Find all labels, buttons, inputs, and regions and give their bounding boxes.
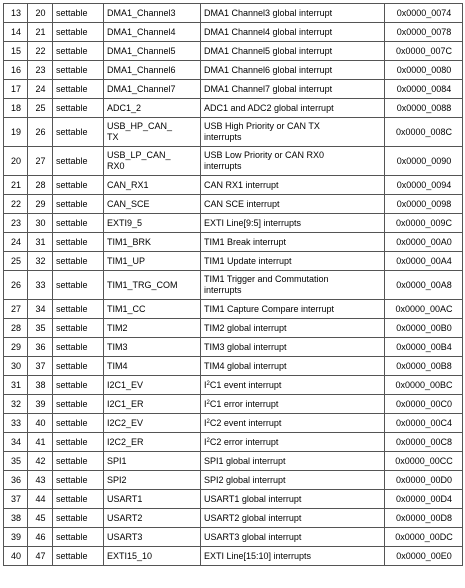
priority-cell: 38 bbox=[28, 376, 53, 395]
address-cell: 0x0000_00DC bbox=[385, 528, 463, 547]
acronym-cell: DMA1_Channel4 bbox=[104, 23, 201, 42]
table-row bbox=[4, 195, 463, 214]
description-cell bbox=[201, 414, 385, 433]
acronym-cell: SPI1 bbox=[104, 452, 201, 471]
table-row bbox=[4, 509, 463, 528]
description-superscript: 2 bbox=[206, 380, 210, 387]
priority-cell: 37 bbox=[28, 357, 53, 376]
acronym-cell: DMA1_Channel5 bbox=[104, 42, 201, 61]
acronym-cell: DMA1_Channel6 bbox=[104, 61, 201, 80]
address-cell: 0x0000_00D8 bbox=[385, 509, 463, 528]
address-cell: 0x0000_00CC bbox=[385, 452, 463, 471]
priority-type-cell: settable bbox=[53, 42, 104, 61]
priority-cell: 40 bbox=[28, 414, 53, 433]
description-cell: TIM1 Update interrupt bbox=[201, 252, 385, 271]
table-row bbox=[4, 23, 463, 42]
priority-cell: 36 bbox=[28, 338, 53, 357]
address-cell: 0x0000_00C4 bbox=[385, 414, 463, 433]
position-cell: 26 bbox=[4, 271, 28, 300]
position-cell: 25 bbox=[4, 252, 28, 271]
table-row bbox=[4, 376, 463, 395]
position-cell: 34 bbox=[4, 433, 28, 452]
priority-cell: 26 bbox=[28, 118, 53, 147]
priority-type-cell: settable bbox=[53, 4, 104, 23]
priority-cell: 25 bbox=[28, 99, 53, 118]
description-cell: TIM3 global interrupt bbox=[201, 338, 385, 357]
priority-cell: 30 bbox=[28, 214, 53, 233]
address-cell: 0x0000_0084 bbox=[385, 80, 463, 99]
acronym-cell: DMA1_Channel7 bbox=[104, 80, 201, 99]
description-cell: EXTI Line[9:5] interrupts bbox=[201, 214, 385, 233]
description-cell bbox=[201, 395, 385, 414]
table-row bbox=[4, 233, 463, 252]
acronym-cell: EXTI9_5 bbox=[104, 214, 201, 233]
description-superscript: 2 bbox=[206, 437, 210, 444]
acronym-cell: DMA1_Channel3 bbox=[104, 4, 201, 23]
address-cell: 0x0000_00D4 bbox=[385, 490, 463, 509]
position-cell: 15 bbox=[4, 42, 28, 61]
table-row bbox=[4, 252, 463, 271]
description-cell: ADC1 and ADC2 global interrupt bbox=[201, 99, 385, 118]
address-cell: 0x0000_00C8 bbox=[385, 433, 463, 452]
address-cell: 0x0000_00A8 bbox=[385, 271, 463, 300]
acronym-cell: USB_HP_CAN_ TX bbox=[104, 118, 201, 147]
table-row bbox=[4, 271, 463, 300]
position-cell: 17 bbox=[4, 80, 28, 99]
address-cell: 0x0000_00A0 bbox=[385, 233, 463, 252]
description-superscript: 2 bbox=[206, 399, 210, 406]
acronym-cell: I2C1_ER bbox=[104, 395, 201, 414]
description-prefix: I bbox=[204, 398, 207, 409]
table-row bbox=[4, 547, 463, 566]
priority-type-cell: settable bbox=[53, 252, 104, 271]
priority-type-cell: settable bbox=[53, 214, 104, 233]
priority-type-cell: settable bbox=[53, 433, 104, 452]
acronym-cell: EXTI15_10 bbox=[104, 547, 201, 566]
priority-type-cell: settable bbox=[53, 528, 104, 547]
table-row bbox=[4, 471, 463, 490]
description-cell: TIM1 Capture Compare interrupt bbox=[201, 300, 385, 319]
description-cell: USART2 global interrupt bbox=[201, 509, 385, 528]
table-row bbox=[4, 147, 463, 176]
position-cell: 22 bbox=[4, 195, 28, 214]
description-prefix: I bbox=[204, 436, 207, 447]
description-cell: DMA1 Channel5 global interrupt bbox=[201, 42, 385, 61]
priority-type-cell: settable bbox=[53, 147, 104, 176]
table-row bbox=[4, 80, 463, 99]
address-cell: 0x0000_008C bbox=[385, 118, 463, 147]
position-cell: 30 bbox=[4, 357, 28, 376]
table-row bbox=[4, 452, 463, 471]
address-cell: 0x0000_00B8 bbox=[385, 357, 463, 376]
priority-cell: 32 bbox=[28, 252, 53, 271]
position-cell: 20 bbox=[4, 147, 28, 176]
description-cell: USART3 global interrupt bbox=[201, 528, 385, 547]
table-row bbox=[4, 338, 463, 357]
priority-type-cell: settable bbox=[53, 414, 104, 433]
table-row bbox=[4, 357, 463, 376]
description-cell: TIM1 Break interrupt bbox=[201, 233, 385, 252]
description-prefix: I bbox=[204, 417, 207, 428]
position-cell: 14 bbox=[4, 23, 28, 42]
acronym-cell: TIM3 bbox=[104, 338, 201, 357]
description-cell: CAN SCE interrupt bbox=[201, 195, 385, 214]
priority-cell: 39 bbox=[28, 395, 53, 414]
position-cell: 31 bbox=[4, 376, 28, 395]
acronym-cell: TIM1_CC bbox=[104, 300, 201, 319]
priority-type-cell: settable bbox=[53, 300, 104, 319]
description-cell: DMA1 Channel7 global interrupt bbox=[201, 80, 385, 99]
priority-cell: 23 bbox=[28, 61, 53, 80]
table-row bbox=[4, 319, 463, 338]
position-cell: 33 bbox=[4, 414, 28, 433]
description-cell: SPI1 global interrupt bbox=[201, 452, 385, 471]
acronym-cell: USB_LP_CAN_ RX0 bbox=[104, 147, 201, 176]
table-row bbox=[4, 4, 463, 23]
address-cell: 0x0000_007C bbox=[385, 42, 463, 61]
acronym-cell: TIM1_UP bbox=[104, 252, 201, 271]
address-cell: 0x0000_00C0 bbox=[385, 395, 463, 414]
priority-cell: 35 bbox=[28, 319, 53, 338]
priority-type-cell: settable bbox=[53, 118, 104, 147]
priority-type-cell: settable bbox=[53, 376, 104, 395]
description-cell: USB High Priority or CAN TX interrupts bbox=[201, 118, 385, 147]
priority-cell: 45 bbox=[28, 509, 53, 528]
position-cell: 13 bbox=[4, 4, 28, 23]
priority-cell: 44 bbox=[28, 490, 53, 509]
table-row bbox=[4, 61, 463, 80]
description-cell: TIM4 global interrupt bbox=[201, 357, 385, 376]
priority-cell: 21 bbox=[28, 23, 53, 42]
priority-type-cell: settable bbox=[53, 23, 104, 42]
address-cell: 0x0000_00E0 bbox=[385, 547, 463, 566]
address-cell: 0x0000_0078 bbox=[385, 23, 463, 42]
priority-cell: 34 bbox=[28, 300, 53, 319]
priority-type-cell: settable bbox=[53, 490, 104, 509]
acronym-cell: ADC1_2 bbox=[104, 99, 201, 118]
acronym-cell: USART2 bbox=[104, 509, 201, 528]
position-cell: 19 bbox=[4, 118, 28, 147]
priority-cell: 31 bbox=[28, 233, 53, 252]
description-cell: TIM2 global interrupt bbox=[201, 319, 385, 338]
address-cell: 0x0000_0090 bbox=[385, 147, 463, 176]
description-cell: DMA1 Channel3 global interrupt bbox=[201, 4, 385, 23]
position-cell: 40 bbox=[4, 547, 28, 566]
position-cell: 36 bbox=[4, 471, 28, 490]
acronym-cell: CAN_SCE bbox=[104, 195, 201, 214]
priority-type-cell: settable bbox=[53, 271, 104, 300]
priority-type-cell: settable bbox=[53, 319, 104, 338]
description-superscript: 2 bbox=[206, 418, 210, 425]
table-row bbox=[4, 118, 463, 147]
description-prefix: I bbox=[204, 379, 207, 390]
description-cell bbox=[201, 433, 385, 452]
acronym-cell: TIM1_BRK bbox=[104, 233, 201, 252]
position-cell: 37 bbox=[4, 490, 28, 509]
priority-type-cell: settable bbox=[53, 338, 104, 357]
priority-type-cell: settable bbox=[53, 452, 104, 471]
position-cell: 18 bbox=[4, 99, 28, 118]
position-cell: 35 bbox=[4, 452, 28, 471]
acronym-cell: I2C1_EV bbox=[104, 376, 201, 395]
acronym-cell: I2C2_ER bbox=[104, 433, 201, 452]
priority-cell: 28 bbox=[28, 176, 53, 195]
address-cell: 0x0000_0094 bbox=[385, 176, 463, 195]
address-cell: 0x0000_0080 bbox=[385, 61, 463, 80]
priority-cell: 33 bbox=[28, 271, 53, 300]
description-cell: SPI2 global interrupt bbox=[201, 471, 385, 490]
priority-cell: 27 bbox=[28, 147, 53, 176]
priority-type-cell: settable bbox=[53, 471, 104, 490]
priority-type-cell: settable bbox=[53, 176, 104, 195]
table-row bbox=[4, 528, 463, 547]
priority-type-cell: settable bbox=[53, 99, 104, 118]
description-cell: EXTI Line[15:10] interrupts bbox=[201, 547, 385, 566]
position-cell: 39 bbox=[4, 528, 28, 547]
priority-cell: 20 bbox=[28, 4, 53, 23]
priority-cell: 29 bbox=[28, 195, 53, 214]
description-suffix: C2 error interrupt bbox=[209, 436, 279, 447]
description-cell: USB Low Priority or CAN RX0 interrupts bbox=[201, 147, 385, 176]
priority-type-cell: settable bbox=[53, 357, 104, 376]
priority-type-cell: settable bbox=[53, 80, 104, 99]
position-cell: 28 bbox=[4, 319, 28, 338]
position-cell: 16 bbox=[4, 61, 28, 80]
description-cell: DMA1 Channel6 global interrupt bbox=[201, 61, 385, 80]
acronym-cell: TIM1_TRG_COM bbox=[104, 271, 201, 300]
address-cell: 0x0000_00B4 bbox=[385, 338, 463, 357]
interrupt-vector-table bbox=[3, 3, 463, 566]
position-cell: 27 bbox=[4, 300, 28, 319]
table-row bbox=[4, 414, 463, 433]
description-cell: CAN RX1 interrupt bbox=[201, 176, 385, 195]
address-cell: 0x0000_0088 bbox=[385, 99, 463, 118]
description-suffix: C1 event interrupt bbox=[209, 379, 282, 390]
table-row bbox=[4, 176, 463, 195]
address-cell: 0x0000_00A4 bbox=[385, 252, 463, 271]
priority-cell: 47 bbox=[28, 547, 53, 566]
position-cell: 23 bbox=[4, 214, 28, 233]
table-row bbox=[4, 433, 463, 452]
description-suffix: C1 error interrupt bbox=[209, 398, 279, 409]
address-cell: 0x0000_0098 bbox=[385, 195, 463, 214]
address-cell: 0x0000_00AC bbox=[385, 300, 463, 319]
description-cell: TIM1 Trigger and Commutation interrupts bbox=[201, 271, 385, 300]
acronym-cell: TIM4 bbox=[104, 357, 201, 376]
priority-type-cell: settable bbox=[53, 395, 104, 414]
priority-cell: 42 bbox=[28, 452, 53, 471]
priority-cell: 43 bbox=[28, 471, 53, 490]
acronym-cell: USART3 bbox=[104, 528, 201, 547]
acronym-cell: SPI2 bbox=[104, 471, 201, 490]
description-cell: DMA1 Channel4 global interrupt bbox=[201, 23, 385, 42]
table-row bbox=[4, 214, 463, 233]
description-cell bbox=[201, 376, 385, 395]
table-row bbox=[4, 395, 463, 414]
acronym-cell: USART1 bbox=[104, 490, 201, 509]
table-row bbox=[4, 490, 463, 509]
address-cell: 0x0000_009C bbox=[385, 214, 463, 233]
priority-cell: 22 bbox=[28, 42, 53, 61]
address-cell: 0x0000_00BC bbox=[385, 376, 463, 395]
priority-type-cell: settable bbox=[53, 61, 104, 80]
address-cell: 0x0000_0074 bbox=[385, 4, 463, 23]
priority-cell: 41 bbox=[28, 433, 53, 452]
priority-type-cell: settable bbox=[53, 509, 104, 528]
position-cell: 29 bbox=[4, 338, 28, 357]
priority-type-cell: settable bbox=[53, 195, 104, 214]
priority-cell: 24 bbox=[28, 80, 53, 99]
position-cell: 32 bbox=[4, 395, 28, 414]
position-cell: 24 bbox=[4, 233, 28, 252]
table-row bbox=[4, 99, 463, 118]
priority-type-cell: settable bbox=[53, 547, 104, 566]
acronym-cell: CAN_RX1 bbox=[104, 176, 201, 195]
position-cell: 21 bbox=[4, 176, 28, 195]
table-row bbox=[4, 42, 463, 61]
position-cell: 38 bbox=[4, 509, 28, 528]
acronym-cell: I2C2_EV bbox=[104, 414, 201, 433]
table-row bbox=[4, 300, 463, 319]
address-cell: 0x0000_00D0 bbox=[385, 471, 463, 490]
description-cell: USART1 global interrupt bbox=[201, 490, 385, 509]
acronym-cell: TIM2 bbox=[104, 319, 201, 338]
description-suffix: C2 event interrupt bbox=[209, 417, 282, 428]
address-cell: 0x0000_00B0 bbox=[385, 319, 463, 338]
priority-cell: 46 bbox=[28, 528, 53, 547]
priority-type-cell: settable bbox=[53, 233, 104, 252]
